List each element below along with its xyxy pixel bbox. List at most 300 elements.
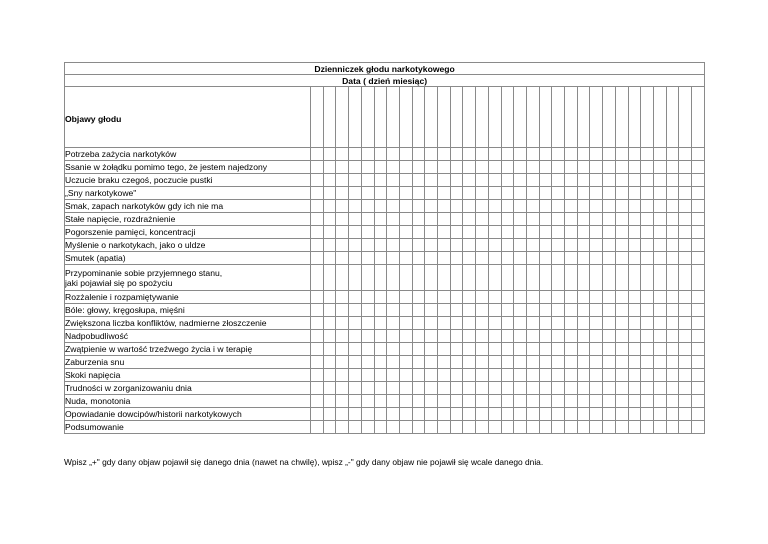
day-cell[interactable] bbox=[628, 304, 641, 317]
day-cell[interactable] bbox=[476, 148, 489, 161]
day-cell[interactable] bbox=[565, 265, 578, 291]
day-cell[interactable] bbox=[323, 226, 336, 239]
day-cell[interactable] bbox=[666, 356, 679, 369]
day-cell[interactable] bbox=[438, 174, 451, 187]
day-cell[interactable] bbox=[577, 317, 590, 330]
day-cell[interactable] bbox=[514, 87, 527, 148]
day-cell[interactable] bbox=[412, 382, 425, 395]
day-cell[interactable] bbox=[387, 200, 400, 213]
day-cell[interactable] bbox=[438, 343, 451, 356]
day-cell[interactable] bbox=[552, 200, 565, 213]
day-cell[interactable] bbox=[552, 304, 565, 317]
day-cell[interactable] bbox=[653, 87, 666, 148]
day-cell[interactable] bbox=[361, 148, 374, 161]
day-cell[interactable] bbox=[349, 226, 362, 239]
day-cell[interactable] bbox=[336, 369, 349, 382]
day-cell[interactable] bbox=[311, 369, 324, 382]
day-cell[interactable] bbox=[412, 421, 425, 434]
day-cell[interactable] bbox=[679, 252, 692, 265]
day-cell[interactable] bbox=[349, 87, 362, 148]
day-cell[interactable] bbox=[590, 291, 603, 304]
day-cell[interactable] bbox=[425, 213, 438, 226]
day-cell[interactable] bbox=[387, 213, 400, 226]
day-cell[interactable] bbox=[565, 330, 578, 343]
day-cell[interactable] bbox=[679, 187, 692, 200]
day-cell[interactable] bbox=[539, 174, 552, 187]
day-cell[interactable] bbox=[476, 291, 489, 304]
day-cell[interactable] bbox=[666, 408, 679, 421]
day-cell[interactable] bbox=[488, 356, 501, 369]
day-cell[interactable] bbox=[450, 226, 463, 239]
day-cell[interactable] bbox=[463, 87, 476, 148]
day-cell[interactable] bbox=[463, 239, 476, 252]
day-cell[interactable] bbox=[501, 304, 514, 317]
day-cell[interactable] bbox=[336, 226, 349, 239]
day-cell[interactable] bbox=[399, 213, 412, 226]
day-cell[interactable] bbox=[349, 421, 362, 434]
day-cell[interactable] bbox=[565, 213, 578, 226]
day-cell[interactable] bbox=[476, 213, 489, 226]
day-cell[interactable] bbox=[577, 200, 590, 213]
day-cell[interactable] bbox=[438, 239, 451, 252]
day-cell[interactable] bbox=[450, 395, 463, 408]
day-cell[interactable] bbox=[653, 148, 666, 161]
day-cell[interactable] bbox=[438, 421, 451, 434]
day-cell[interactable] bbox=[488, 304, 501, 317]
day-cell[interactable] bbox=[349, 252, 362, 265]
day-cell[interactable] bbox=[526, 304, 539, 317]
day-cell[interactable] bbox=[311, 317, 324, 330]
day-cell[interactable] bbox=[590, 382, 603, 395]
day-cell[interactable] bbox=[425, 421, 438, 434]
day-cell[interactable] bbox=[387, 291, 400, 304]
day-cell[interactable] bbox=[361, 174, 374, 187]
day-cell[interactable] bbox=[311, 330, 324, 343]
day-cell[interactable] bbox=[577, 265, 590, 291]
day-cell[interactable] bbox=[311, 200, 324, 213]
day-cell[interactable] bbox=[679, 148, 692, 161]
day-cell[interactable] bbox=[565, 421, 578, 434]
day-cell[interactable] bbox=[628, 213, 641, 226]
day-cell[interactable] bbox=[387, 369, 400, 382]
day-cell[interactable] bbox=[374, 343, 387, 356]
day-cell[interactable] bbox=[361, 356, 374, 369]
day-cell[interactable] bbox=[552, 161, 565, 174]
day-cell[interactable] bbox=[323, 200, 336, 213]
day-cell[interactable] bbox=[399, 200, 412, 213]
day-cell[interactable] bbox=[514, 239, 527, 252]
day-cell[interactable] bbox=[336, 291, 349, 304]
day-cell[interactable] bbox=[349, 291, 362, 304]
day-cell[interactable] bbox=[552, 395, 565, 408]
day-cell[interactable] bbox=[311, 291, 324, 304]
day-cell[interactable] bbox=[450, 369, 463, 382]
day-cell[interactable] bbox=[552, 265, 565, 291]
day-cell[interactable] bbox=[425, 226, 438, 239]
day-cell[interactable] bbox=[501, 395, 514, 408]
day-cell[interactable] bbox=[565, 148, 578, 161]
day-cell[interactable] bbox=[679, 239, 692, 252]
day-cell[interactable] bbox=[679, 304, 692, 317]
day-cell[interactable] bbox=[374, 161, 387, 174]
day-cell[interactable] bbox=[653, 330, 666, 343]
day-cell[interactable] bbox=[526, 343, 539, 356]
day-cell[interactable] bbox=[450, 187, 463, 200]
day-cell[interactable] bbox=[336, 421, 349, 434]
day-cell[interactable] bbox=[666, 330, 679, 343]
day-cell[interactable] bbox=[501, 200, 514, 213]
day-cell[interactable] bbox=[387, 421, 400, 434]
day-cell[interactable] bbox=[374, 421, 387, 434]
day-cell[interactable] bbox=[336, 87, 349, 148]
day-cell[interactable] bbox=[577, 291, 590, 304]
day-cell[interactable] bbox=[641, 408, 654, 421]
day-cell[interactable] bbox=[501, 408, 514, 421]
day-cell[interactable] bbox=[450, 87, 463, 148]
day-cell[interactable] bbox=[476, 87, 489, 148]
day-cell[interactable] bbox=[615, 304, 628, 317]
day-cell[interactable] bbox=[463, 356, 476, 369]
day-cell[interactable] bbox=[552, 226, 565, 239]
day-cell[interactable] bbox=[450, 265, 463, 291]
day-cell[interactable] bbox=[539, 421, 552, 434]
day-cell[interactable] bbox=[399, 330, 412, 343]
day-cell[interactable] bbox=[615, 421, 628, 434]
day-cell[interactable] bbox=[666, 252, 679, 265]
day-cell[interactable] bbox=[387, 265, 400, 291]
day-cell[interactable] bbox=[577, 343, 590, 356]
day-cell[interactable] bbox=[666, 421, 679, 434]
day-cell[interactable] bbox=[361, 213, 374, 226]
day-cell[interactable] bbox=[476, 395, 489, 408]
day-cell[interactable] bbox=[615, 148, 628, 161]
day-cell[interactable] bbox=[438, 148, 451, 161]
day-cell[interactable] bbox=[399, 356, 412, 369]
day-cell[interactable] bbox=[463, 408, 476, 421]
day-cell[interactable] bbox=[526, 382, 539, 395]
day-cell[interactable] bbox=[641, 213, 654, 226]
day-cell[interactable] bbox=[425, 200, 438, 213]
day-cell[interactable] bbox=[488, 343, 501, 356]
day-cell[interactable] bbox=[539, 148, 552, 161]
day-cell[interactable] bbox=[450, 200, 463, 213]
day-cell[interactable] bbox=[603, 395, 616, 408]
day-cell[interactable] bbox=[514, 356, 527, 369]
day-cell[interactable] bbox=[552, 369, 565, 382]
day-cell[interactable] bbox=[641, 148, 654, 161]
day-cell[interactable] bbox=[450, 174, 463, 187]
day-cell[interactable] bbox=[501, 343, 514, 356]
day-cell[interactable] bbox=[425, 343, 438, 356]
day-cell[interactable] bbox=[539, 200, 552, 213]
day-cell[interactable] bbox=[425, 252, 438, 265]
day-cell[interactable] bbox=[399, 252, 412, 265]
day-cell[interactable] bbox=[425, 148, 438, 161]
day-cell[interactable] bbox=[603, 304, 616, 317]
day-cell[interactable] bbox=[666, 265, 679, 291]
day-cell[interactable] bbox=[552, 174, 565, 187]
day-cell[interactable] bbox=[488, 174, 501, 187]
day-cell[interactable] bbox=[603, 87, 616, 148]
day-cell[interactable] bbox=[412, 395, 425, 408]
day-cell[interactable] bbox=[476, 382, 489, 395]
day-cell[interactable] bbox=[565, 187, 578, 200]
day-cell[interactable] bbox=[412, 343, 425, 356]
day-cell[interactable] bbox=[425, 239, 438, 252]
day-cell[interactable] bbox=[526, 421, 539, 434]
day-cell[interactable] bbox=[323, 395, 336, 408]
day-cell[interactable] bbox=[641, 265, 654, 291]
day-cell[interactable] bbox=[463, 395, 476, 408]
day-cell[interactable] bbox=[488, 395, 501, 408]
day-cell[interactable] bbox=[565, 304, 578, 317]
day-cell[interactable] bbox=[463, 291, 476, 304]
day-cell[interactable] bbox=[539, 369, 552, 382]
day-cell[interactable] bbox=[463, 265, 476, 291]
day-cell[interactable] bbox=[361, 395, 374, 408]
day-cell[interactable] bbox=[488, 369, 501, 382]
day-cell[interactable] bbox=[552, 421, 565, 434]
day-cell[interactable] bbox=[425, 317, 438, 330]
day-cell[interactable] bbox=[692, 369, 705, 382]
day-cell[interactable] bbox=[641, 291, 654, 304]
day-cell[interactable] bbox=[692, 304, 705, 317]
day-cell[interactable] bbox=[488, 291, 501, 304]
day-cell[interactable] bbox=[476, 343, 489, 356]
day-cell[interactable] bbox=[387, 252, 400, 265]
day-cell[interactable] bbox=[501, 174, 514, 187]
day-cell[interactable] bbox=[628, 226, 641, 239]
day-cell[interactable] bbox=[387, 148, 400, 161]
day-cell[interactable] bbox=[692, 161, 705, 174]
day-cell[interactable] bbox=[565, 317, 578, 330]
day-cell[interactable] bbox=[514, 317, 527, 330]
day-cell[interactable] bbox=[450, 291, 463, 304]
day-cell[interactable] bbox=[311, 174, 324, 187]
day-cell[interactable] bbox=[361, 343, 374, 356]
day-cell[interactable] bbox=[463, 226, 476, 239]
day-cell[interactable] bbox=[336, 395, 349, 408]
day-cell[interactable] bbox=[399, 187, 412, 200]
day-cell[interactable] bbox=[425, 187, 438, 200]
day-cell[interactable] bbox=[488, 226, 501, 239]
day-cell[interactable] bbox=[412, 356, 425, 369]
day-cell[interactable] bbox=[603, 421, 616, 434]
day-cell[interactable] bbox=[565, 252, 578, 265]
day-cell[interactable] bbox=[692, 291, 705, 304]
day-cell[interactable] bbox=[628, 421, 641, 434]
day-cell[interactable] bbox=[526, 395, 539, 408]
day-cell[interactable] bbox=[311, 148, 324, 161]
day-cell[interactable] bbox=[552, 187, 565, 200]
day-cell[interactable] bbox=[361, 187, 374, 200]
day-cell[interactable] bbox=[539, 252, 552, 265]
day-cell[interactable] bbox=[374, 265, 387, 291]
day-cell[interactable] bbox=[615, 382, 628, 395]
day-cell[interactable] bbox=[628, 369, 641, 382]
day-cell[interactable] bbox=[361, 421, 374, 434]
day-cell[interactable] bbox=[590, 87, 603, 148]
day-cell[interactable] bbox=[603, 369, 616, 382]
day-cell[interactable] bbox=[387, 161, 400, 174]
day-cell[interactable] bbox=[412, 239, 425, 252]
day-cell[interactable] bbox=[425, 356, 438, 369]
day-cell[interactable] bbox=[463, 421, 476, 434]
day-cell[interactable] bbox=[577, 408, 590, 421]
day-cell[interactable] bbox=[641, 421, 654, 434]
day-cell[interactable] bbox=[590, 356, 603, 369]
day-cell[interactable] bbox=[374, 356, 387, 369]
day-cell[interactable] bbox=[374, 304, 387, 317]
day-cell[interactable] bbox=[666, 304, 679, 317]
day-cell[interactable] bbox=[438, 187, 451, 200]
day-cell[interactable] bbox=[412, 265, 425, 291]
day-cell[interactable] bbox=[514, 265, 527, 291]
day-cell[interactable] bbox=[438, 213, 451, 226]
day-cell[interactable] bbox=[514, 187, 527, 200]
day-cell[interactable] bbox=[603, 148, 616, 161]
day-cell[interactable] bbox=[565, 395, 578, 408]
day-cell[interactable] bbox=[399, 369, 412, 382]
day-cell[interactable] bbox=[463, 304, 476, 317]
day-cell[interactable] bbox=[425, 265, 438, 291]
day-cell[interactable] bbox=[399, 408, 412, 421]
day-cell[interactable] bbox=[590, 213, 603, 226]
day-cell[interactable] bbox=[463, 200, 476, 213]
day-cell[interactable] bbox=[387, 304, 400, 317]
day-cell[interactable] bbox=[399, 226, 412, 239]
day-cell[interactable] bbox=[476, 304, 489, 317]
day-cell[interactable] bbox=[336, 213, 349, 226]
day-cell[interactable] bbox=[552, 291, 565, 304]
day-cell[interactable] bbox=[323, 148, 336, 161]
day-cell[interactable] bbox=[679, 421, 692, 434]
day-cell[interactable] bbox=[590, 317, 603, 330]
day-cell[interactable] bbox=[692, 213, 705, 226]
day-cell[interactable] bbox=[514, 304, 527, 317]
day-cell[interactable] bbox=[552, 87, 565, 148]
day-cell[interactable] bbox=[628, 200, 641, 213]
day-cell[interactable] bbox=[361, 408, 374, 421]
day-cell[interactable] bbox=[539, 356, 552, 369]
day-cell[interactable] bbox=[450, 330, 463, 343]
day-cell[interactable] bbox=[514, 330, 527, 343]
day-cell[interactable] bbox=[539, 343, 552, 356]
day-cell[interactable] bbox=[311, 265, 324, 291]
day-cell[interactable] bbox=[539, 226, 552, 239]
day-cell[interactable] bbox=[679, 356, 692, 369]
day-cell[interactable] bbox=[476, 265, 489, 291]
day-cell[interactable] bbox=[349, 343, 362, 356]
day-cell[interactable] bbox=[666, 369, 679, 382]
day-cell[interactable] bbox=[692, 408, 705, 421]
day-cell[interactable] bbox=[692, 356, 705, 369]
day-cell[interactable] bbox=[336, 382, 349, 395]
day-cell[interactable] bbox=[641, 87, 654, 148]
day-cell[interactable] bbox=[311, 187, 324, 200]
day-cell[interactable] bbox=[539, 395, 552, 408]
day-cell[interactable] bbox=[590, 252, 603, 265]
day-cell[interactable] bbox=[514, 200, 527, 213]
day-cell[interactable] bbox=[361, 382, 374, 395]
day-cell[interactable] bbox=[374, 291, 387, 304]
day-cell[interactable] bbox=[412, 330, 425, 343]
day-cell[interactable] bbox=[666, 226, 679, 239]
day-cell[interactable] bbox=[501, 239, 514, 252]
day-cell[interactable] bbox=[628, 408, 641, 421]
day-cell[interactable] bbox=[615, 239, 628, 252]
day-cell[interactable] bbox=[387, 330, 400, 343]
day-cell[interactable] bbox=[590, 265, 603, 291]
day-cell[interactable] bbox=[323, 187, 336, 200]
day-cell[interactable] bbox=[615, 187, 628, 200]
day-cell[interactable] bbox=[653, 382, 666, 395]
day-cell[interactable] bbox=[387, 87, 400, 148]
day-cell[interactable] bbox=[488, 187, 501, 200]
day-cell[interactable] bbox=[679, 87, 692, 148]
day-cell[interactable] bbox=[565, 87, 578, 148]
day-cell[interactable] bbox=[311, 343, 324, 356]
day-cell[interactable] bbox=[450, 382, 463, 395]
day-cell[interactable] bbox=[336, 161, 349, 174]
day-cell[interactable] bbox=[311, 356, 324, 369]
day-cell[interactable] bbox=[653, 356, 666, 369]
day-cell[interactable] bbox=[641, 226, 654, 239]
day-cell[interactable] bbox=[399, 317, 412, 330]
day-cell[interactable] bbox=[539, 187, 552, 200]
day-cell[interactable] bbox=[476, 317, 489, 330]
day-cell[interactable] bbox=[387, 382, 400, 395]
day-cell[interactable] bbox=[476, 161, 489, 174]
day-cell[interactable] bbox=[666, 291, 679, 304]
day-cell[interactable] bbox=[311, 382, 324, 395]
day-cell[interactable] bbox=[692, 148, 705, 161]
day-cell[interactable] bbox=[311, 213, 324, 226]
day-cell[interactable] bbox=[539, 330, 552, 343]
day-cell[interactable] bbox=[412, 369, 425, 382]
day-cell[interactable] bbox=[476, 421, 489, 434]
day-cell[interactable] bbox=[399, 148, 412, 161]
day-cell[interactable] bbox=[552, 330, 565, 343]
day-cell[interactable] bbox=[501, 161, 514, 174]
day-cell[interactable] bbox=[323, 161, 336, 174]
day-cell[interactable] bbox=[361, 226, 374, 239]
day-cell[interactable] bbox=[438, 265, 451, 291]
day-cell[interactable] bbox=[565, 343, 578, 356]
day-cell[interactable] bbox=[412, 200, 425, 213]
day-cell[interactable] bbox=[653, 200, 666, 213]
day-cell[interactable] bbox=[488, 265, 501, 291]
day-cell[interactable] bbox=[526, 148, 539, 161]
day-cell[interactable] bbox=[641, 200, 654, 213]
day-cell[interactable] bbox=[336, 304, 349, 317]
day-cell[interactable] bbox=[336, 148, 349, 161]
day-cell[interactable] bbox=[666, 343, 679, 356]
day-cell[interactable] bbox=[653, 395, 666, 408]
day-cell[interactable] bbox=[501, 330, 514, 343]
day-cell[interactable] bbox=[590, 408, 603, 421]
day-cell[interactable] bbox=[323, 330, 336, 343]
day-cell[interactable] bbox=[603, 187, 616, 200]
day-cell[interactable] bbox=[476, 408, 489, 421]
day-cell[interactable] bbox=[666, 200, 679, 213]
day-cell[interactable] bbox=[450, 356, 463, 369]
day-cell[interactable] bbox=[615, 87, 628, 148]
day-cell[interactable] bbox=[679, 213, 692, 226]
day-cell[interactable] bbox=[361, 87, 374, 148]
day-cell[interactable] bbox=[438, 369, 451, 382]
day-cell[interactable] bbox=[476, 200, 489, 213]
